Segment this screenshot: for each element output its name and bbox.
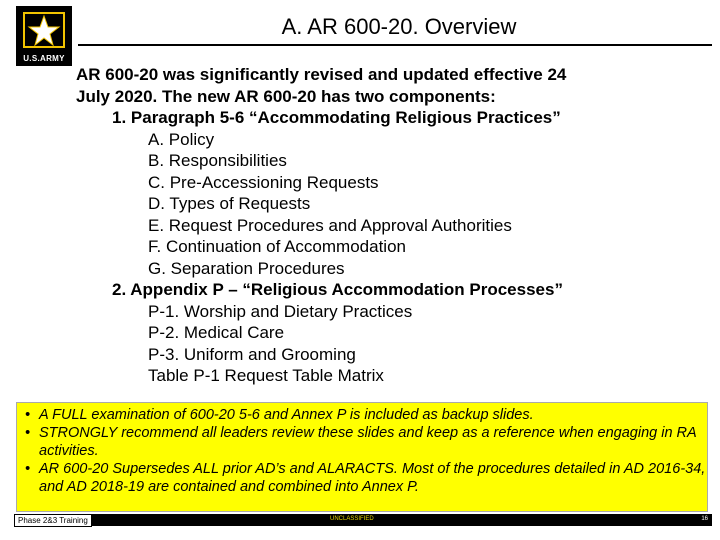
- component-2-sub: P-3. Uniform and Grooming: [148, 344, 356, 364]
- intro-line-2: July 2020. The new AR 600-20 has two components:: [76, 86, 496, 106]
- classification-label: UNCLASSIFIED: [330, 516, 374, 522]
- component-1-sub: D. Types of Requests: [148, 194, 311, 213]
- bullet-icon: •: [25, 425, 31, 441]
- notes-list: [17, 406, 707, 496]
- footer-course-label: Phase 2&3 Training: [14, 514, 92, 527]
- note-item: [25, 460, 707, 496]
- component-1-sub: F. Continuation of Accommodation: [148, 237, 406, 256]
- note-item: [25, 406, 707, 424]
- army-star-icon: [21, 10, 67, 50]
- component-2-sub: Table P-1 Request Table Matrix: [148, 366, 384, 385]
- slide-title: A. AR 600-20. Overview: [281, 14, 517, 39]
- component-1-sub: B. Responsibilities: [148, 151, 287, 170]
- component-1-sub: A. Policy: [148, 129, 215, 149]
- component-1: 1. Paragraph 5-6 “Accommodating Religious Practices”: [112, 108, 561, 127]
- bullet-icon: •: [25, 461, 31, 477]
- component-2: 2. Appendix P – “Religious Accommodation Processes”: [112, 280, 563, 299]
- note-text: A FULL examination of 600-20 5-6 and Annex P is included as backup slides.: [39, 407, 534, 423]
- logo-text: U.S.ARMY: [23, 54, 65, 63]
- page-number: 16: [701, 516, 708, 522]
- component-2-sub: P-1. Worship and Dietary Practices: [148, 301, 413, 321]
- component-1-sub: C. Pre-Accessioning Requests: [148, 172, 379, 192]
- component-1-sub: E. Request Procedures and Approval Authorities: [148, 215, 512, 235]
- component-2-sub: P-2. Medical Care: [148, 323, 285, 342]
- component-1-sub: G. Separation Procedures: [148, 258, 345, 278]
- note-text: AR 600-20 Supersedes ALL prior AD’s and ALARACTS. Most of the procedures detailed in AD 2016-34, and AD 2018-19 are contained and combined into Annex P.: [39, 461, 706, 495]
- title-divider: [78, 44, 712, 46]
- bullet-icon: •: [25, 407, 31, 423]
- footer: [0, 514, 720, 528]
- notes-callout: [16, 402, 708, 512]
- intro-line-1: AR 600-20 was significantly revised and updated effective 24: [76, 65, 567, 84]
- army-logo: [16, 6, 72, 66]
- note-text: STRONGLY recommend all leaders review these slides and keep as a reference when engaging in RA activities.: [39, 425, 697, 459]
- note-item: [25, 424, 707, 460]
- slide-content: [76, 64, 716, 387]
